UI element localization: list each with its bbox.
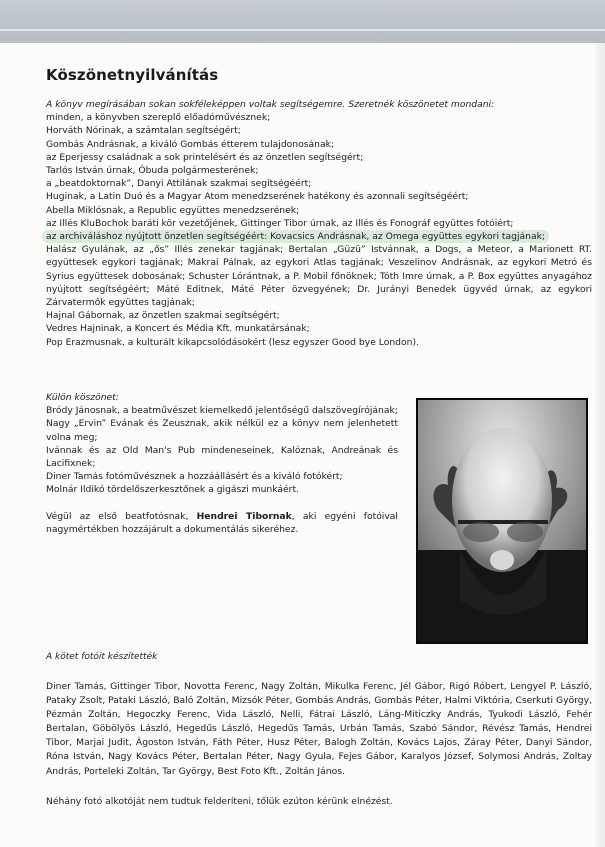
final-thanks-name: Hendrei Tibornak [196,510,292,522]
thanks-section [46,98,592,349]
portrait-photo [416,398,588,644]
intro-text: A könyv megírásában sokan sokféleképpen voltak segítségemre. Szeretnék köszönetet mondani: [46,99,495,110]
thanks-paragraph: Halász Gyulának, az „ős” Illés zenekar tagjának; Bertalan „Güzü” Istvánnak, a Dogs, a Meteor, a Marionett RT. együttesek egykori tagjának; Makrai Pálnak, az egykori Atlas tagjának; Veszelinov Andrásnak, az egykori Metró és Syrius együttesek dobosának; Schuster Lórántnak, a P. Mobil főnöknek; Tóth Imre úrnak, a P. Box együttes anyagához nyújtott segítségéért; Máté Editnek, Máté Péter özvegyének; Dr. Jurányi Benedek ügyvéd úrnak, az egykori Zárvatermők együttes tagjának; [46,244,592,309]
special-thanks-line: Diner Tamás fotóművésznek a hozzáállásért és a kiváló fotókért; [46,471,343,483]
header-band [0,0,605,43]
thanks-line: Abella Miklósnak, a Republic együttes menedzserének; [46,204,300,216]
highlighted-thanks-line: az archiváláshoz nyújtott önzetlen segítségéért: Kovacsics Andrásnak, az Omega együttes egykori tagjának; [42,230,549,243]
credits-label: A kötet fotóit készítették [46,652,158,662]
special-thanks-line: Bródy Jánosnak, a beatművészet kiemelkedő jelentőségű dalszövegírójának; [46,405,398,417]
special-thanks-section [46,391,398,536]
final-thanks-text: , aki egyéni fotóival nagymértékben hozzájárult a dokumentálás sikeréhez. [46,510,398,535]
closing-note: Néhány fotó alkotóját nem tudtuk felderíteni, tőlük ezúton kérünk elnézést. [46,796,393,807]
thanks-line: Vedres Hajninak, a Koncert és Média Kft. munkatársának; [46,323,310,335]
thanks-line: az Illés KluBochok baráti kör vezetőjének, Gittinger Tibor úrnak, az Illés és Fonográf együttes fotóiért; [46,217,514,229]
thanks-line: Tarlós István úrnak, Óbuda polgármesterének; [46,165,259,177]
thanks-line: Huginak, a Latin Duó és a Magyar Atom menedzserének hatékony és azonnali segítségéért; [46,191,469,203]
thanks-line: Hajnal Gábornak, az önzetlen szakmai segítségért; [46,310,280,322]
portrait-illustration [418,400,586,642]
thanks-line: az Eperjessy családnak a sok printelésért és az önzetlen segítségért; [46,151,364,163]
final-thanks [46,510,398,536]
thanks-line: Gombás Andrásnak, a kiváló Gombás étterem tulajdonosának; [46,138,335,150]
page-edge-shadow [595,43,605,847]
special-thanks-label: Külön köszönet: [46,392,119,403]
page-title: Köszönetnyilvánítás [46,66,219,84]
special-thanks-line: Molnár Ildikó tördelőszerkesztőnek a gigászi munkáért. [46,484,299,496]
thanks-line: minden, a könyvben szereplő előadóművésznek; [46,112,271,124]
thanks-line: Pop Erazmusnak, a kulturált kikapcsolódásokért (lesz egyszer Good bye London). [46,336,419,348]
credits-list: Diner Tamás, Gittinger Tibor, Novotta Ferenc, Nagy Zoltán, Mikulka Ferenc, Jél Gábor, Rigó Róbert, Lengyel P. László, Pataky Zsolt, Pataki László, Baló Zoltán, Mizsók Péter, Gombás András, Gombás Péter, Halmi Viktória, Cserkuti György, Pézmán Zoltán, Hegoczky Ferenc, Vida László, Nelli, Fátrai László, Láng-Miticzky András, Tyukodi László, Fehér Bertalan, Göbölyös László, Hegedűs László, Hegedűs Tamás, Urbán Tamás, Szabó Sándor, Révész Tamás, Hendrei Tibor, Marjai Judit, Ágoston István, Fáth Péter, Husz Péter, Balogh Zoltán, Kovács Lajos, Záray Péter, Danyi Sándor, Róna István, Nagy Kovács Péter, Bertalan Péter, Nagy Gyula, Fejes Gábor, Karalyos József, Solymosi András, Zoltay András, Porteleki Zoltán, Tar György, Best Foto Kft., Zoltán János. [46,681,592,777]
thanks-line: Horváth Nórinak, a számtalan segítségért; [46,125,241,137]
header-divider [0,29,605,31]
special-thanks-line: Nagy „Ervin” Evának és Zeusznak, akik nélkül ez a könyv nem jelenhetett volna meg; [46,418,398,443]
special-thanks-line: Ivánnak és az Old Man's Pub mindeneseinek, Kalóznak, Andreának és Lacifixnek; [46,444,398,470]
thanks-line: a „beatdoktornak”, Danyi Attilának szakmai segítségéért; [46,178,312,190]
final-thanks-text: Végül az első beatfotósnak, [46,510,197,522]
